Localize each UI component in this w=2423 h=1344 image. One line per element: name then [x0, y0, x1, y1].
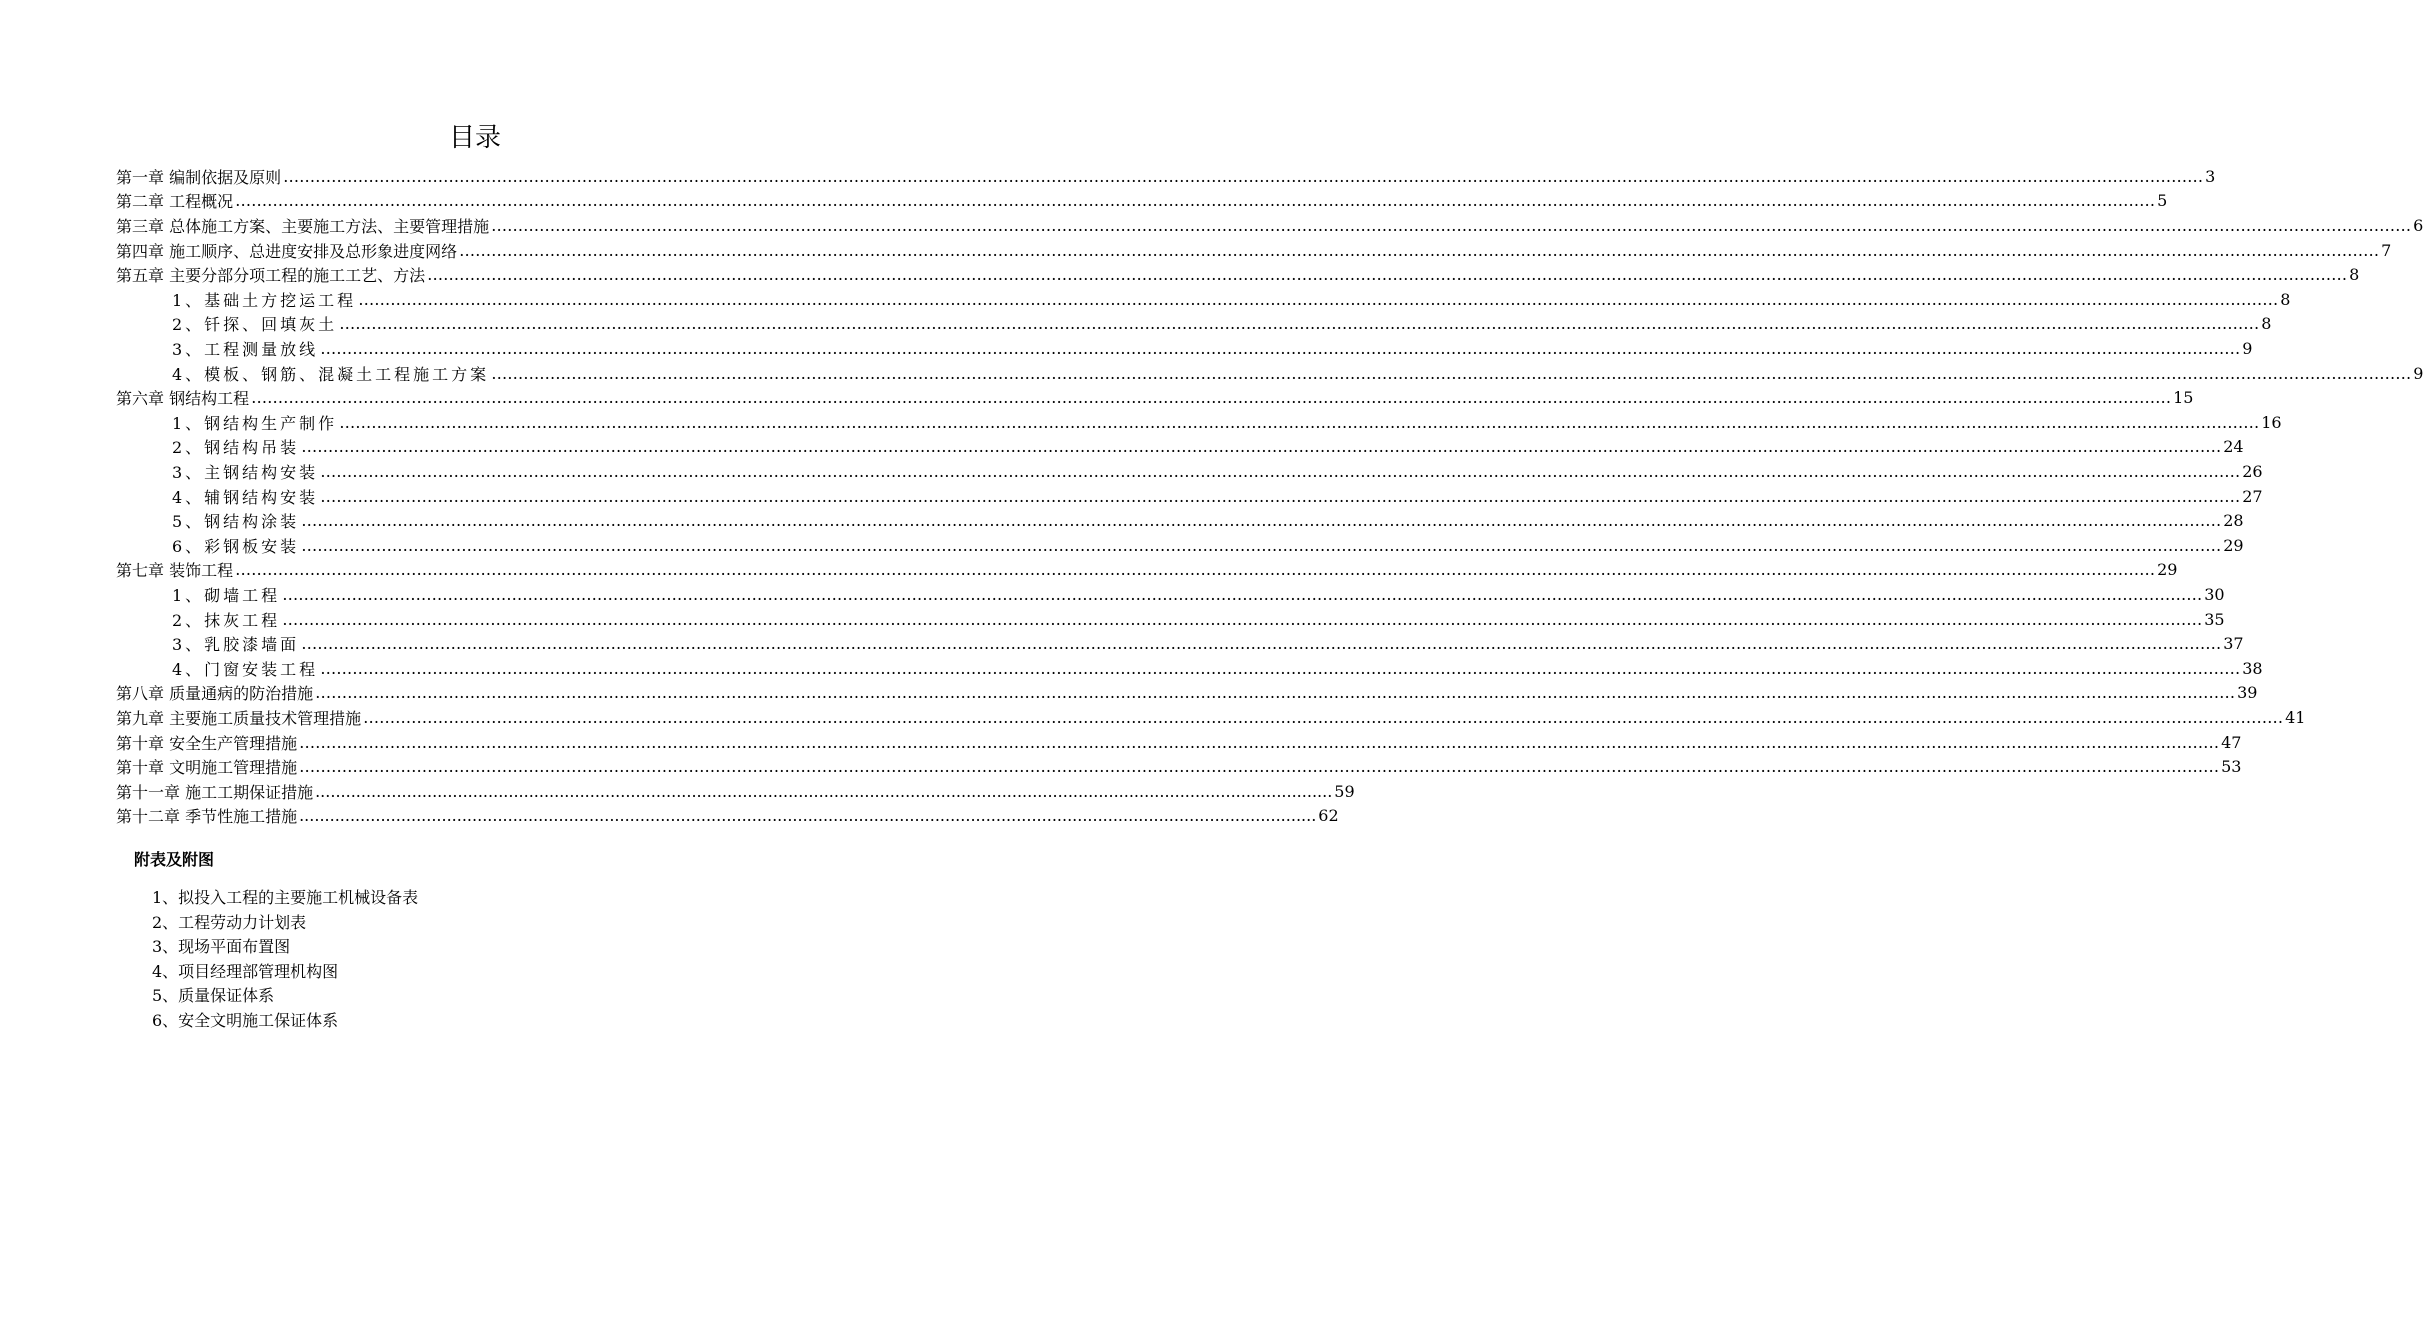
toc-entry-label: 1、基础土方挖运工程	[172, 290, 357, 310]
toc-entry-label: 2、抹灰工程	[172, 610, 281, 630]
toc-entry-label: 1、砌墙工程	[172, 585, 281, 605]
toc-section-row	[172, 312, 2272, 337]
toc-page-number: 37	[2223, 634, 2244, 654]
toc-section-row	[172, 459, 2263, 484]
toc-dot-leader: ………………………………………………………………………………………………………………………………………………………………………………………………………………………………………………………………………………………………………………………………	[235, 560, 2156, 580]
toc-page-number: 3	[2205, 166, 2216, 186]
toc-dot-leader: ………………………………………………………………………………………………………………………………………………………………………………………………………………………………………………………………………………………………………………………………	[427, 265, 2348, 285]
toc-page-number: 28	[2223, 511, 2244, 531]
toc-dot-leader: ………………………………………………………………………………………………………………………………………………………………………………………………………………………………………………………………………………………………………………………………	[301, 634, 2222, 654]
toc-page-number: 39	[2237, 683, 2258, 703]
toc-page-number: 47	[2221, 732, 2242, 752]
toc-dot-leader: ………………………………………………………………………………………………………………………………………………………………………………………………………………………………………………………………………………………………………………………………	[301, 437, 2222, 457]
toc-dot-leader: ………………………………………………………………………………………………………………………………………………………………………………………………………………………………………………………………………………………………………………………………	[320, 658, 2241, 678]
toc-entry-label: 第十章 安全生产管理措施	[116, 733, 298, 753]
toc-page-number: 9	[2413, 363, 2423, 383]
appendix-item: 2、工程劳动力计划表	[152, 912, 307, 932]
toc-entry-label: 6、彩钢板安装	[172, 536, 300, 556]
toc-dot-leader: ........................................................................................................................................................................................................	[299, 806, 1317, 826]
toc-page-number: 29	[2157, 560, 2178, 580]
toc-entry-label: 3、工程测量放线	[172, 339, 319, 359]
toc-section-row	[172, 410, 2282, 435]
toc-dot-leader: ………………………………………………………………………………………………………………………………………………………………………………………………………………………………………………………………………………………………………………………………	[251, 388, 2172, 408]
toc-chapter-row	[116, 754, 2242, 779]
toc-section-row	[172, 582, 2225, 607]
toc-chapter-row	[116, 189, 2168, 214]
toc-dot-leader: ………………………………………………………………………………………………………………………………………………………………………………………………………………………………………………………………………………………………………………………………	[363, 707, 2284, 727]
toc-page-number: 30	[2204, 584, 2225, 604]
toc-section-row	[172, 508, 2244, 533]
toc-dot-leader: ………………………………………………………………………………………………………………………………………………………………………………………………………………………………………………………………………………………………………………………………	[315, 683, 2236, 703]
toc-chapter-row	[116, 238, 2392, 263]
toc-dot-leader: ………………………………………………………………………………………………………………………………………………………………………………………………………………………………………………………………………………………………………………………………	[301, 511, 2222, 531]
toc-dot-leader: ………………………………………………………………………………………………………………………………………………………………………………………………………………………………………………………………………………………………………………………………	[320, 461, 2241, 481]
appendix-item: 4、项目经理部管理机构图	[152, 961, 339, 981]
toc-entry-label: 第四章 施工顺序、总进度安排及总形象进度网络	[116, 241, 458, 261]
toc-entry-label: 4、门窗安装工程	[172, 659, 319, 679]
toc-entry-label: 第六章 钢结构工程	[116, 389, 250, 409]
toc-entry-label: 5、钢结构涂装	[172, 512, 300, 532]
page-title: 目录	[448, 123, 501, 153]
toc-dot-leader: ………………………………………………………………………………………………………………………………………………………………………………………………………………………………………………………………………………………………………………………………	[491, 363, 2412, 383]
toc-chapter-row	[116, 385, 2194, 410]
toc-chapter-row	[116, 262, 2360, 287]
toc-entry-label: 1、钢结构生产制作	[172, 413, 338, 433]
toc-entry-label: 3、乳胶漆墙面	[172, 635, 300, 655]
toc-dot-leader: ………………………………………………………………………………………………………………………………………………………………………………………………………………………………………………………………………………………………………………………………	[299, 732, 2220, 752]
toc-dot-leader: ………………………………………………………………………………………………………………………………………………………………………………………………………………………………………………………………………………………………………………………………	[282, 609, 2203, 629]
toc-dot-leader: ………………………………………………………………………………………………………………………………………………………………………………………………………………………………………………………………………………………………………………………………	[235, 191, 2156, 211]
toc-dot-leader: ………………………………………………………………………………………………………………………………………………………………………………………………………………………………………………………………………………………………………………………………	[358, 289, 2279, 309]
toc-entry-label: 第十一章 施工工期保证措施	[116, 782, 314, 802]
toc-page-number: 62	[1318, 806, 1339, 826]
toc-chapter-row	[116, 804, 1339, 829]
toc-dot-leader: ………………………………………………………………………………………………………………………………………………………………………………………………………………………………………………………………………………………………………………………………	[339, 412, 2260, 432]
toc-page-number: 27	[2242, 486, 2263, 506]
toc-entry-label: 2、钎探、回填灰土	[172, 315, 338, 335]
toc-page-number: 59	[1334, 781, 1355, 801]
toc-dot-leader: ………………………………………………………………………………………………………………………………………………………………………………………………………………………………………………………………………………………………………………………………	[320, 338, 2241, 358]
toc-page-number: 24	[2223, 437, 2244, 457]
toc-entry-label: 第一章 编制依据及原则	[116, 167, 282, 187]
toc-page-number: 8	[2261, 314, 2272, 334]
toc-page-number: 53	[2221, 757, 2242, 777]
toc-chapter-row	[116, 213, 2423, 238]
toc-page-number: 8	[2349, 265, 2360, 285]
toc-dot-leader: ………………………………………………………………………………………………………………………………………………………………………………………………………………………………………………………………………………………………………………………………	[491, 215, 2412, 235]
toc-page-number: 8	[2280, 289, 2291, 309]
toc-entry-label: 第十二章 季节性施工措施	[116, 807, 298, 827]
toc-dot-leader: ………………………………………………………………………………………………………………………………………………………………………………………………………………………………………………………………………………………………………………………………	[320, 486, 2241, 506]
appendix-list	[152, 886, 418, 1034]
toc-page-number: 16	[2261, 412, 2282, 432]
toc-dot-leader: ………………………………………………………………………………………………………………………………………………………………………………………………………………………………………………………………………………………………………………………………	[339, 314, 2260, 334]
toc-section-row	[172, 287, 2291, 312]
toc-section-row	[172, 484, 2263, 509]
toc-page-number: 29	[2223, 535, 2244, 555]
toc-dot-leader: ………………………………………………………………………………………………………………………………………………………………………………………………………………………………………………………………………………………………………………………………	[283, 166, 2204, 186]
appendix-title: 附表及附图	[134, 850, 215, 869]
toc-section-row	[172, 336, 2253, 361]
toc-entry-label: 3、主钢结构安装	[172, 462, 319, 482]
toc-dot-leader: ………………………………………………………………………………………………………………………………………………………………………………………………………………………………………………………………………………………………………………………………	[301, 535, 2222, 555]
toc-section-row	[172, 656, 2263, 681]
toc-page-number: 41	[2285, 707, 2306, 727]
toc-entry-label: 第八章 质量通病的防治措施	[116, 684, 314, 704]
toc-dot-leader: ………………………………………………………………………………………………………………………………………………………………………………………………………………………………………………………………………………………………………………………………	[459, 240, 2380, 260]
toc-entry-label: 第三章 总体施工方案、主要施工方法、主要管理措施	[116, 216, 490, 236]
toc-page-number: 6	[2413, 215, 2423, 235]
toc-entry-label: 第十章 文明施工管理措施	[116, 758, 298, 778]
toc-chapter-row	[116, 779, 1355, 804]
appendix-item: 3、现场平面布置图	[152, 937, 291, 957]
toc-entry-label: 第九章 主要施工质量技术管理措施	[116, 708, 362, 728]
toc-chapter-row	[116, 730, 2242, 755]
toc-page-number: 15	[2173, 388, 2194, 408]
appendix-item: 1、拟投入工程的主要施工机械设备表	[152, 888, 419, 907]
toc-page-number: 38	[2242, 658, 2263, 678]
toc-chapter-row	[116, 164, 2216, 189]
toc-chapter-row	[116, 705, 2306, 730]
toc-chapter-row	[116, 558, 2178, 583]
appendix-item: 5、质量保证体系	[152, 986, 275, 1006]
toc-section-row	[172, 631, 2244, 656]
toc-entry-label: 第七章 装饰工程	[116, 561, 234, 581]
toc-entry-label: 第五章 主要分部分项工程的施工工艺、方法	[116, 266, 426, 286]
toc-dot-leader: ………………………………………………………………………………………………………………………………………………………………………………………………………………………………………………………………………………………………………………………………	[299, 757, 2220, 777]
toc-page-number: 9	[2242, 338, 2253, 358]
toc-dot-leader: ........................................................................................................................................................................................................	[315, 781, 1333, 801]
toc-section-row	[172, 361, 2423, 386]
toc-section-row	[172, 435, 2244, 460]
toc-entry-label: 2、钢结构吊装	[172, 438, 300, 458]
toc-entry-label: 第二章 工程概况	[116, 192, 234, 212]
toc-section-row	[172, 533, 2244, 558]
toc-page-number: 35	[2204, 609, 2225, 629]
toc-page-number: 5	[2157, 191, 2168, 211]
toc-page-number: 26	[2242, 461, 2263, 481]
toc-dot-leader: ………………………………………………………………………………………………………………………………………………………………………………………………………………………………………………………………………………………………………………………………	[282, 584, 2203, 604]
toc-entry-label: 4、模板、钢筋、混凝土工程施工方案	[172, 364, 490, 384]
toc-section-row	[172, 607, 2225, 632]
toc-page-number: 7	[2381, 240, 2392, 260]
appendix-item: 6、安全文明施工保证体系	[152, 1010, 339, 1030]
toc-chapter-row	[116, 681, 2258, 706]
toc-entry-label: 4、辅钢结构安装	[172, 487, 319, 507]
